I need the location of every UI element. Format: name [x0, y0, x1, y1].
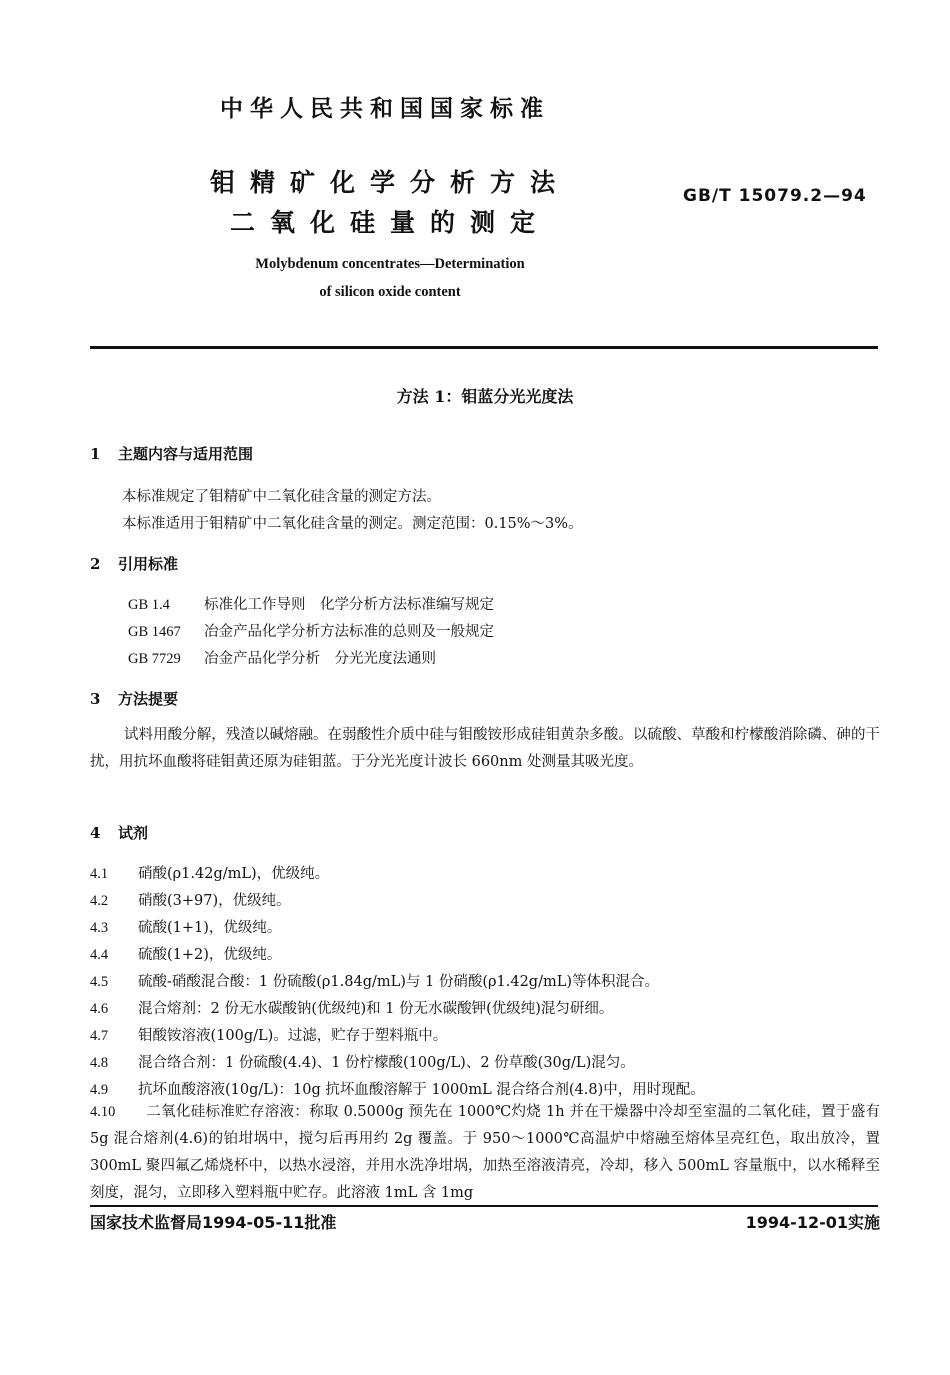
title-cn-line1: 钼精矿化学分析方法: [209, 168, 570, 197]
reagent-item: [90, 1078, 705, 1099]
reagent-item: [90, 916, 281, 937]
reference-text: 标准化工作导则 化学分析方法标准编写规定: [204, 597, 494, 613]
section-number: 3: [90, 690, 101, 708]
reagent-text: 二氧化硅标准贮存溶液：称取 0.5000g 预先在 1000℃灼烧 1h 并在干燥器中冷却至室温的二氧化硅，置于盛有 5g 混合熔剂(4.6)的铂坩埚中，搅匀后再用约 2g 覆盖。于 950～1000℃高温炉中熔融至熔体呈亮红色，取出放冷，置 300mL 聚四氟乙烯烧杯中，以热水浸溶，并用水洗净坩埚，加热至溶液清亮，冷却，移入 500mL 容量瓶中，以水稀释至刻度，混匀，立即移入塑料瓶中贮存。此溶液 1mL 含 1mg: [90, 1104, 880, 1201]
reagent-text: 硫酸-硝酸混合酸：1 份硫酸(ρ1.84g/mL)与 1 份硝酸(ρ1.42g/mL)等体积混合。: [138, 974, 660, 990]
title-en-line1: Molybdenum concentrates—Determination: [255, 256, 525, 272]
reference-item: [128, 593, 494, 614]
reagent-number: 4.5: [90, 974, 109, 990]
section-title: 主题内容与适用范围: [118, 445, 254, 463]
section-title: 引用标准: [118, 555, 179, 573]
reagent-text: 混合熔剂：2 份无水碳酸钠(优级纯)和 1 份无水碳酸钾(优级纯)混匀研细。: [138, 1001, 614, 1017]
standard-code: GB/T 15079.2—94: [683, 186, 867, 206]
reagent-item: [90, 997, 613, 1018]
section-title: 方法提要: [118, 690, 179, 708]
header-divider: [90, 346, 878, 349]
reagent-number: 4.4: [90, 947, 109, 963]
reagent-text: 抗坏血酸溶液(10g/L)：10g 抗坏血酸溶解于 1000mL 混合络合剂(4.8)中，用时现配。: [138, 1082, 705, 1098]
reagent-number: 4.2: [90, 893, 109, 909]
section-number: 1: [90, 445, 101, 463]
reagent-number: 4.7: [90, 1028, 109, 1044]
reagent-text: 硝酸(ρ1.42g/mL)，优级纯。: [138, 866, 330, 882]
reference-code: GB 1467: [128, 624, 181, 640]
reagent-number: 4.3: [90, 920, 109, 936]
footer-divider: [90, 1205, 878, 1207]
reagent-text: 混合络合剂：1 份硫酸(4.4)、1 份柠檬酸(100g/L)、2 份草酸(30g/L)混匀。: [138, 1055, 635, 1071]
reference-code: GB 7729: [128, 651, 181, 667]
reagent-text: 硝酸(3+97)，优级纯。: [138, 893, 291, 909]
section-1-para-2: 本标准适用于钼精矿中二氧化硅含量的测定。测定范围：0.15%～3%。: [122, 516, 583, 532]
reagent-number: 4.10: [90, 1104, 116, 1120]
reagent-number: 4.6: [90, 1001, 109, 1017]
section-3-heading: [90, 688, 178, 709]
reagent-number: 4.9: [90, 1082, 109, 1098]
section-number: 4: [90, 824, 101, 842]
reference-text: 冶金产品化学分析方法标准的总则及一般规定: [204, 624, 494, 640]
section-2-heading: [90, 553, 178, 574]
title-en-line2: of silicon oxide content: [319, 284, 461, 300]
approval-date: 国家技术监督局1994-05-11批准: [90, 1213, 337, 1232]
title-cn-line2: 二氧化硅量的测定: [229, 208, 550, 237]
reagent-number: 4.1: [90, 866, 109, 882]
reagent-item: [90, 970, 659, 991]
reagent-item: [90, 1024, 447, 1045]
reagent-text: 硫酸(1+1)，优级纯。: [138, 920, 282, 936]
section-1-heading: [90, 443, 253, 464]
reagent-item: [90, 943, 281, 964]
reagent-item: [90, 889, 291, 910]
reagent-text: 硫酸(1+2)，优级纯。: [138, 947, 282, 963]
reagent-number: 4.8: [90, 1055, 109, 1071]
reference-item: [128, 620, 494, 641]
national-standard-heading: 中华人民共和国国家标准: [220, 95, 550, 122]
section-number: 2: [90, 555, 101, 573]
reagent-text: 钼酸铵溶液(100g/L)。过滤，贮存于塑料瓶中。: [138, 1028, 448, 1044]
reagent-item: [90, 862, 329, 883]
section-3-text: 试料用酸分解，残渣以碱熔融。在弱酸性介质中硅与钼酸铵形成硅钼黄杂多酸。以硫酸、草酸和柠檬酸消除磷、砷的干扰，用抗坏血酸将硅钼黄还原为硅钼蓝。于分光光度计波长 660nm 处测量其吸光度。: [90, 727, 880, 770]
section-title: 试剂: [118, 824, 149, 842]
reference-text: 冶金产品化学分析 分光光度法通则: [204, 651, 436, 667]
reagent-item-4-10: [90, 1099, 880, 1207]
reference-item: [128, 647, 436, 668]
method-heading: 方法 1：钼蓝分光光度法: [396, 387, 574, 406]
reference-code: GB 1.4: [128, 597, 170, 613]
implementation-date: 1994-12-01实施: [745, 1213, 880, 1232]
section-1-para-1: 本标准规定了钼精矿中二氧化硅含量的测定方法。: [122, 489, 441, 505]
section-4-heading: [90, 822, 148, 843]
reagent-item: [90, 1051, 635, 1072]
